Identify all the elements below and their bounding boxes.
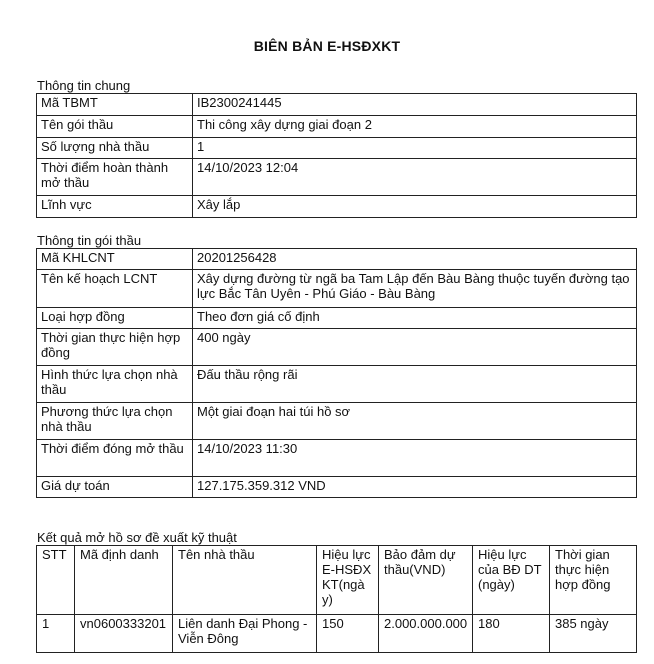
column-header-stt: STT — [37, 546, 75, 615]
row-label: Thời gian thực hiện hợp đồng — [37, 329, 193, 366]
row-value: Xây dựng đường từ ngã ba Tam Lập đến Bàu Bàng thuộc tuyến đường tạo lực Bắc Tân Uyên - Phú Giáo - Bàu Bàng — [193, 270, 637, 308]
row-value: Một giai đoạn hai túi hồ sơ — [193, 403, 637, 440]
row-label: Lĩnh vực — [37, 196, 193, 218]
cell-validity: 150 — [317, 615, 379, 653]
column-header-id: Mã định danh — [75, 546, 173, 615]
table-row — [37, 138, 637, 159]
general-info-heading: Thông tin chung — [37, 78, 131, 93]
package-info-heading: Thông tin gói thầu — [37, 233, 142, 248]
results-heading: Kết quả mở hồ sơ đề xuất kỹ thuật — [37, 530, 237, 545]
table-row — [37, 270, 637, 308]
column-header-guarantee-validity: Hiệu lực của BĐ DT (ngày) — [473, 546, 550, 615]
table-row — [37, 477, 637, 498]
table-row — [37, 116, 637, 138]
row-value: Đấu thầu rộng rãi — [193, 366, 637, 403]
row-value: IB2300241445 — [193, 94, 637, 116]
row-label: Số lượng nhà thầu — [37, 138, 193, 159]
table-row — [37, 249, 637, 270]
document-title: BIÊN BẢN E-HSĐXKT — [253, 38, 401, 54]
column-header-duration: Thời gian thực hiện hợp đồng — [550, 546, 637, 615]
general-info-table — [36, 93, 637, 218]
row-value: 14/10/2023 12:04 — [193, 159, 637, 196]
table-row — [37, 329, 637, 366]
row-label: Tên gói thầu — [37, 116, 193, 138]
cell-duration: 385 ngày — [550, 615, 637, 653]
row-value: Theo đơn giá cố định — [193, 308, 637, 329]
row-value: Xây lắp — [193, 196, 637, 218]
row-label: Mã KHLCNT — [37, 249, 193, 270]
row-value: Thi công xây dựng giai đoạn 2 — [193, 116, 637, 138]
row-label: Thời điểm hoàn thành mở thầu — [37, 159, 193, 196]
cell-stt: 1 — [37, 615, 75, 653]
cell-guarantee-validity: 180 — [473, 615, 550, 653]
package-info-table — [36, 248, 637, 498]
table-row — [37, 196, 637, 218]
results-table — [36, 545, 637, 653]
table-row — [37, 403, 637, 440]
row-label: Phương thức lựa chọn nhà thầu — [37, 403, 193, 440]
row-value: 1 — [193, 138, 637, 159]
column-header-guarantee: Bảo đảm dự thầu(VND) — [379, 546, 473, 615]
row-label: Hình thức lựa chọn nhà thầu — [37, 366, 193, 403]
table-row — [37, 440, 637, 477]
row-label: Mã TBMT — [37, 94, 193, 116]
table-row — [37, 615, 637, 653]
table-row — [37, 308, 637, 329]
row-label: Tên kế hoạch LCNT — [37, 270, 193, 308]
column-header-validity: Hiệu lực E-HSĐXKT(ngày) — [317, 546, 379, 615]
table-header-row — [37, 546, 637, 615]
table-row — [37, 366, 637, 403]
cell-guarantee: 2.000.000.000 — [379, 615, 473, 653]
column-header-name: Tên nhà thầu — [173, 546, 317, 615]
row-value: 127.175.359.312 VND — [193, 477, 637, 498]
row-value: 20201256428 — [193, 249, 637, 270]
row-label: Thời điểm đóng mở thầu — [37, 440, 193, 477]
row-value: 14/10/2023 11:30 — [193, 440, 637, 477]
cell-id: vn0600333201 — [75, 615, 173, 653]
cell-name: Liên danh Đại Phong - Viễn Đông — [173, 615, 317, 653]
row-label: Loại hợp đồng — [37, 308, 193, 329]
table-row — [37, 159, 637, 196]
row-label: Giá dự toán — [37, 477, 193, 498]
table-row — [37, 94, 637, 116]
row-value: 400 ngày — [193, 329, 637, 366]
